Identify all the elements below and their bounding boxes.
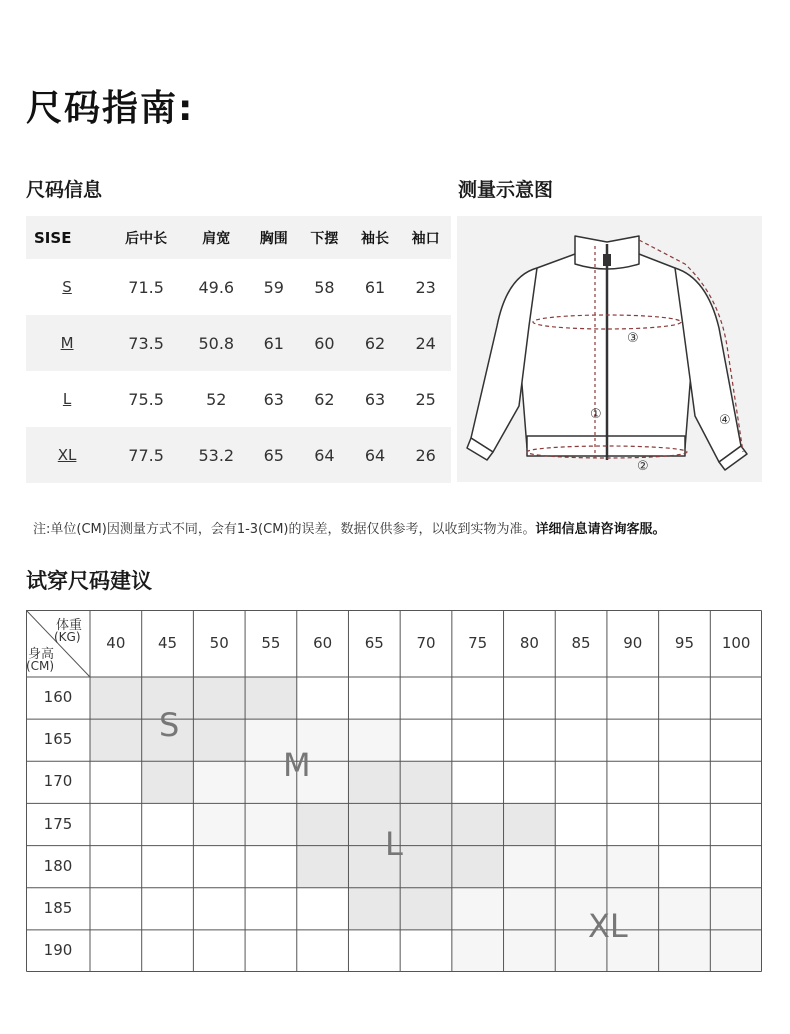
page-title: 尺码指南:	[26, 88, 195, 129]
measurement-diagram	[457, 216, 762, 482]
size-info-heading: 尺码信息	[26, 179, 103, 201]
weight-header: 45	[157, 633, 178, 652]
size-note	[33, 518, 666, 537]
corner-weight-label: 体重	[56, 618, 83, 633]
value-cell: 61	[364, 277, 386, 297]
weight-header: 85	[571, 633, 591, 652]
value-cell: 64	[364, 445, 386, 465]
weight-header: 40	[106, 633, 126, 652]
col-header: 肩宽	[202, 230, 231, 247]
value-cell: 24	[415, 333, 436, 353]
value-cell: 75.5	[128, 389, 164, 409]
marker-3: ③	[627, 331, 639, 346]
note-bold: 详细信息请咨询客服。	[535, 522, 666, 537]
col-header: 胸围	[259, 230, 288, 247]
value-cell: 23	[415, 277, 436, 297]
zone-label-s: S	[159, 706, 180, 744]
note-text: 注:单位(CM)因测量方式不同，会有1-3(CM)的误差，数据仅供参考，以收到实物为准。	[33, 522, 536, 537]
zone-m-fill	[193, 761, 348, 803]
value-cell: 52	[206, 389, 227, 409]
value-cell: 25	[415, 389, 436, 409]
size-cell: L	[62, 390, 72, 408]
size-info-table	[26, 216, 451, 483]
table-row	[26, 427, 451, 483]
col-header: 下摆	[310, 230, 339, 247]
height-header: 190	[43, 940, 73, 959]
zone-label-xl: XL	[588, 907, 628, 945]
weight-header: 65	[364, 633, 384, 652]
col-header: 袖长	[360, 230, 389, 247]
fit-guide-heading: 试穿尺码建议	[26, 569, 152, 593]
value-cell: 62	[314, 389, 335, 409]
weight-header: 90	[623, 633, 643, 652]
value-cell: 63	[263, 389, 284, 409]
marker-4: ④	[719, 413, 731, 428]
height-header: 185	[43, 898, 73, 917]
value-cell: 49.6	[198, 277, 235, 297]
weight-header: 50	[209, 633, 229, 652]
value-cell: 77.5	[128, 445, 164, 465]
weight-header: 60	[313, 633, 333, 652]
col-header: 后中长	[125, 230, 168, 247]
value-cell: 59	[263, 277, 284, 297]
zipper-pull	[603, 254, 611, 266]
zone-label-m: M	[283, 746, 311, 784]
height-header: 160	[43, 688, 73, 707]
value-cell: 73.5	[128, 333, 164, 353]
value-cell: 63	[364, 389, 386, 409]
diagram-heading: 测量示意图	[458, 179, 554, 201]
table-header-row	[26, 216, 451, 259]
value-cell: 61	[263, 333, 284, 353]
jacket-illustration	[457, 216, 762, 482]
value-cell: 65	[263, 445, 284, 465]
weight-header: 95	[674, 633, 694, 652]
table-row	[26, 315, 451, 371]
fit-grid-svg	[26, 610, 762, 972]
corner-height-label: 身高	[28, 647, 55, 662]
weight-header: 70	[416, 633, 436, 652]
value-cell: 60	[314, 333, 335, 353]
col-header: 袖口	[411, 230, 440, 247]
zone-s-fill	[142, 761, 194, 803]
zone-label-l: L	[385, 825, 403, 863]
size-cell: S	[62, 278, 72, 296]
table-row	[26, 371, 451, 427]
col-header: SISE	[34, 228, 72, 247]
marker-1: ①	[590, 407, 602, 422]
marker-2: ②	[637, 459, 649, 474]
corner-weight-unit: (KG)	[54, 630, 81, 644]
zone-xl-fill	[504, 846, 659, 888]
weight-header: 100	[721, 633, 751, 652]
table-row	[26, 259, 451, 315]
value-cell: 26	[415, 445, 436, 465]
weight-header: 80	[519, 633, 539, 652]
weight-header: 75	[468, 633, 488, 652]
fit-guide-grid	[26, 610, 762, 972]
weight-header: 55	[261, 633, 281, 652]
height-header: 175	[43, 814, 73, 833]
size-cell: M	[60, 334, 74, 352]
value-cell: 50.8	[198, 333, 235, 353]
size-cell: XL	[57, 446, 77, 464]
height-header: 165	[43, 730, 73, 749]
zone-l-fill	[297, 803, 555, 845]
value-cell: 62	[364, 333, 386, 353]
value-cell: 64	[314, 445, 335, 465]
value-cell: 53.2	[198, 445, 235, 465]
value-cell: 71.5	[128, 277, 164, 297]
height-header: 180	[43, 856, 73, 875]
value-cell: 58	[314, 277, 335, 297]
corner-height-unit: (CM)	[26, 659, 55, 673]
height-header: 170	[43, 772, 73, 791]
